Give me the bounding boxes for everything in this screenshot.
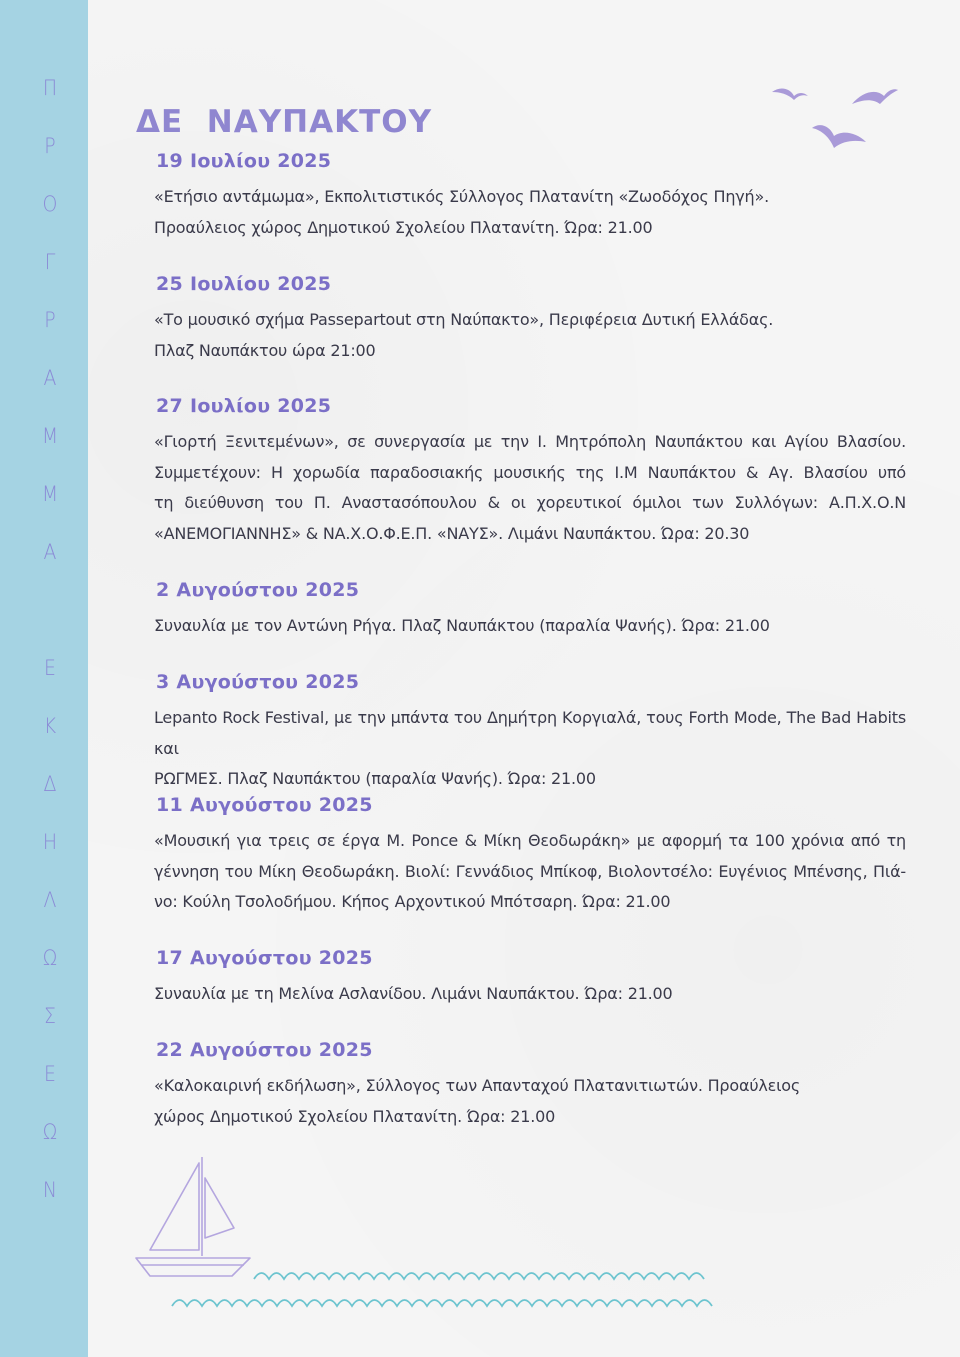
sidebar-letter: Ε — [44, 656, 56, 680]
event-line: «Το μουσικό σχήμα Passepartout στη Ναύπακτο», Περιφέρεια Δυτική Ελλάδας. — [154, 310, 774, 329]
event-date: 25 Ιουλίου 2025 — [156, 273, 332, 295]
event-item — [154, 150, 906, 243]
event-line: γέννηση του Μίκη Θεοδωράκη. Βιολί: Γεννάδιος Μπίκοφ, Βιολοντσέλο: Ευγένιος Μπένσης, Πιά- — [154, 861, 906, 881]
event-item — [154, 579, 906, 642]
event-line: ΡΩΓΜΕΣ. Πλαζ Ναυπάκτου (παραλία Ψανής). Ώρα: 21.00 — [154, 769, 596, 789]
event-item — [154, 1039, 906, 1132]
sidebar-letter: Ε — [44, 1062, 56, 1086]
event-date: 11 Αυγούστου 2025 — [156, 794, 373, 816]
event-line: «Καλοκαιρινή εκδήλωση», Σύλλογος των Απανταχού Πλατανιτιωτών. Προαύλειος — [154, 1076, 801, 1095]
event-date: 27 Ιουλίου 2025 — [156, 395, 332, 417]
event-date: 17 Αυγούστου 2025 — [156, 947, 373, 969]
sidebar — [0, 0, 88, 1357]
event-line: Συναυλία με τη Μελίνα Ασλανίδου. Λιμάνι Ναυπάκτου. Ώρα: 21.00 — [154, 984, 673, 1003]
event-date: 3 Αυγούστου 2025 — [156, 671, 360, 693]
sidebar-letter: Π — [42, 76, 58, 100]
sidebar-letter: Α — [43, 366, 57, 390]
page-title: ΔΕ ΝΑΥΠΑΚΤΟΥ — [136, 104, 433, 140]
event-line: Συναυλία με τον Αντώνη Ρήγα. Πλαζ Ναυπάκτου (παραλία Ψανής). Ώρα: 21.00 — [154, 616, 770, 635]
seagull-icon — [772, 89, 808, 100]
event-line: «Μουσική για τρεις σε έργα M. Ponce & Μίκη Θεοδωράκη» με αφορμή τα 100 χρόνια από τη — [154, 831, 906, 850]
sidebar-letter: Η — [42, 830, 58, 854]
sidebar-letter: Ρ — [44, 308, 56, 332]
sidebar-letter: Δ — [43, 772, 57, 796]
sidebar-letter: Σ — [44, 1004, 56, 1028]
event-item — [154, 671, 906, 795]
event-line: τη διεύθυνση του Π. Αναστασόπουλου & οι χορευτικοί όμιλοι των Συλλόγων: Α.Π.Χ.Ο.Ν — [154, 493, 906, 513]
event-description — [154, 703, 906, 795]
sidebar-letter: Κ — [43, 714, 57, 738]
event-line: Συμμετέχουν: Η χορωδία παραδοσιακής μουσικής της Ι.Μ Ναυπάκτου & Αγ. Βλασίου υπό — [154, 462, 906, 482]
event-line: νο: Κούλη Τσολοδήμου. Κήπος Αρχοντικού Μπότσαρη. Ώρα: 21.00 — [154, 892, 671, 912]
sidebar-letter: Α — [43, 540, 57, 564]
sidebar-letter: Ρ — [44, 134, 56, 158]
event-description — [154, 979, 906, 1010]
event-description — [154, 826, 906, 918]
sidebar-letter: Ο — [42, 192, 58, 216]
event-line: «Ετήσιο αντάμωμα», Εκπολιτιστικός Σύλλογος Πλατανίτη «Ζωοδόχος Πηγή». — [154, 187, 769, 206]
seagull-icon — [852, 89, 898, 104]
event-line: «ΑΝΕΜΟΓΙΑΝΝΗΣ» & ΝΑ.Χ.Ο.Φ.Ε.Π. «ΝΑΥΣ». Λιμάνι Ναυπάκτου. Ώρα: 20.30 — [154, 524, 750, 544]
event-description — [154, 1071, 906, 1132]
sidebar-letter: Μ — [41, 482, 59, 506]
event-description — [154, 427, 906, 550]
sidebar-letter: Λ — [43, 888, 57, 912]
event-line: Προαύλειος χώρος Δημοτικού Σχολείου Πλατανίτη. Ώρα: 21.00 — [154, 217, 653, 237]
event-date: 19 Ιουλίου 2025 — [156, 150, 332, 172]
event-description — [154, 305, 906, 366]
event-date: 22 Αυγούστου 2025 — [156, 1039, 373, 1061]
sidebar-letter: Ω — [42, 1120, 58, 1144]
event-item — [154, 947, 906, 1010]
seagull-icon — [812, 125, 866, 148]
sidebar-letter: Μ — [41, 424, 59, 448]
event-date: 2 Αυγούστου 2025 — [156, 579, 360, 601]
event-item — [154, 794, 906, 918]
sidebar-letter: Ν — [42, 1178, 58, 1202]
event-item — [154, 395, 906, 550]
event-description — [154, 182, 906, 243]
sidebar-letter: Γ — [44, 250, 56, 274]
event-line: Lepanto Rock Festival, με την μπάντα του Δημήτρη Κοργιαλά, τους Forth Mode, The Bad Habits και — [154, 708, 906, 758]
sidebar-letter: Ω — [42, 946, 58, 970]
event-line: Πλαζ Ναυπάκτου ώρα 21:00 — [154, 340, 376, 360]
event-description — [154, 611, 906, 642]
event-line: «Γιορτή Ξενιτεμένων», σε συνεργασία με την Ι. Μητρόπολη Ναυπάκτου και Αγίου Βλασίου. — [154, 432, 906, 451]
event-item — [154, 273, 906, 366]
event-line: χώρος Δημοτικού Σχολείου Πλατανίτη. Ώρα: 21.00 — [154, 1106, 556, 1126]
